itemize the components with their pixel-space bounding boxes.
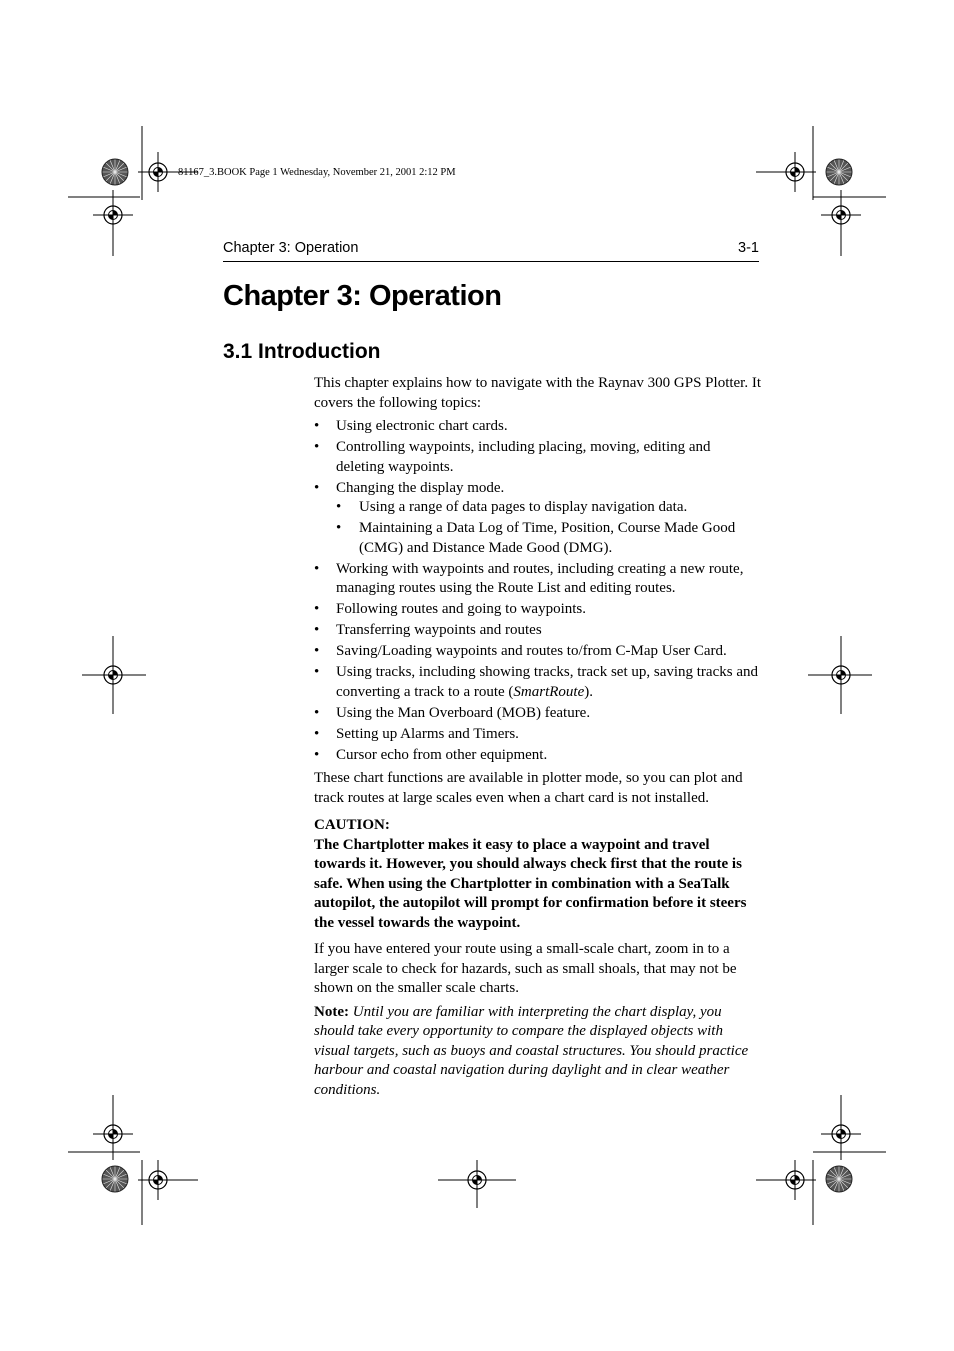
section-title: 3.1 Introduction [223, 340, 381, 363]
note-block [314, 1003, 762, 1101]
list-item [314, 663, 762, 702]
list-item-text: Using tracks, including showing tracks, track set up, saving tracks and converting a track to a route ( [336, 664, 758, 700]
smartroute-term: SmartRoute [513, 683, 585, 700]
running-header [223, 240, 759, 262]
note-label: Note: [314, 1003, 349, 1020]
color-target-icon [102, 159, 128, 185]
list-item-text: Changing the display mode. [336, 479, 505, 496]
list-item: • Setting up Alarms and Timers. [314, 725, 762, 745]
list-item: • Using a range of data pages to display navigation data. [336, 498, 762, 518]
list-item: • Controlling waypoints, including placing, moving, editing and deleting waypoints. [314, 438, 762, 477]
intro-paragraph: This chapter explains how to navigate with the Raynav 300 GPS Plotter. It covers the following topics: [314, 375, 762, 411]
caution-label: CAUTION: [314, 817, 390, 833]
list-item: • Transferring waypoints and routes [314, 621, 762, 641]
list-item: • Maintaining a Data Log of Time, Position, Course Made Good (CMG) and Distance Made Good (DMG). [336, 519, 762, 558]
list-item-text-end: ). [584, 683, 593, 700]
list-item: • Cursor echo from other equipment. [314, 746, 762, 766]
list-item: • Following routes and going to waypoints. [314, 600, 762, 620]
header-chapter-label: Chapter 3: Operation [223, 240, 359, 256]
zoom-paragraph: If you have entered your route using a small-scale chart, zoom in to a larger scale to check for hazards, such as small shoals, that may not be shown on the smaller scale charts. [314, 941, 737, 996]
sub-topics-list [336, 498, 762, 558]
body-column [314, 374, 762, 1104]
color-target-icon [826, 1166, 852, 1192]
page-number: 3-1 [738, 240, 759, 256]
list-item [314, 479, 762, 559]
list-item: • Using the Man Overboard (MOB) feature. [314, 704, 762, 724]
topics-list [314, 417, 762, 765]
caution-text: The Chartplotter makes it easy to place a waypoint and travel towards it. However, you should always check first that the route is safe. When using the Chartplotter in combination with a SeaTalk autopilot, the autopilot will prompt for confirmation before it steers the vessel towards the waypoint. [314, 836, 747, 931]
note-text: Until you are familiar with interpreting the chart display, you should take every opportunity to compare the displayed objects with visual targets, such as buoys and coastal structures. You should practice harbour and coastal navigation during daylight and in clear weather conditions. [314, 1003, 749, 1098]
list-item: • Working with waypoints and routes, including creating a new route, managing routes using the Route List and editing routes. [314, 560, 762, 599]
color-target-icon [102, 1166, 128, 1192]
plotter-mode-paragraph: These chart functions are available in plotter mode, so you can plot and track routes at large scales even when a chart card is not installed. [314, 770, 743, 806]
caution-block [314, 816, 762, 933]
chapter-title: Chapter 3: Operation [223, 280, 502, 312]
list-item: • Using electronic chart cards. [314, 417, 762, 437]
list-item: • Saving/Loading waypoints and routes to/from C-Map User Card. [314, 642, 762, 662]
book-slug: 81167_3.BOOK Page 1 Wednesday, November 21, 2001 2:12 PM [178, 167, 456, 178]
color-target-icon [826, 159, 852, 185]
